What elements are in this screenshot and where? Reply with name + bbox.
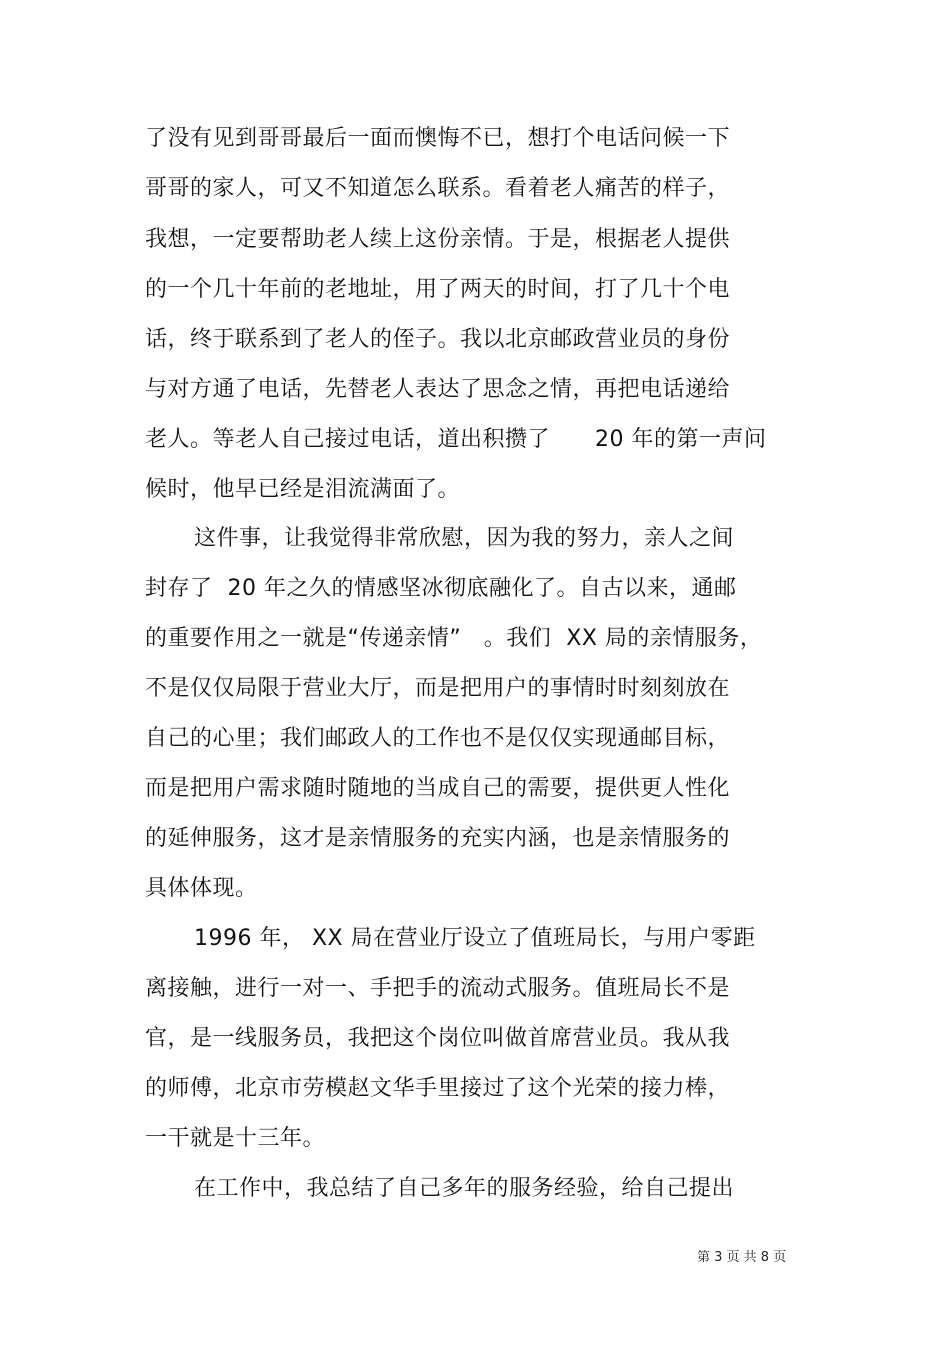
text-line: 的重要作用之一就是“传递亲情” 。我们 XX 局的亲情服务， <box>145 626 763 651</box>
paragraph-first-line: 1996 年， XX 局在营业厅设立了值班局长，与用户零距 <box>194 926 756 951</box>
text-line: 具体体现。 <box>145 876 258 901</box>
text-line: 一干就是十三年。 <box>145 1126 326 1151</box>
text-line: 不是仅仅局限于营业大厅，而是把用户的事情时时刻刻放在 <box>145 676 731 701</box>
text-line: 封存了 20 年之久的情感坚冰彻底融化了。自古以来，通邮 <box>145 576 737 601</box>
page-number-footer: 第 3 页 共 8 页 <box>697 1250 787 1265</box>
text-line: 与对方通了电话，先替老人表达了思念之情，再把电话递给 <box>145 377 731 402</box>
text-line: 了没有见到哥哥最后一面而懊悔不已，想打个电话问候一下 <box>145 126 731 151</box>
text-line: 而是把用户需求随时随地的当成自己的需要，提供更人性化 <box>145 776 731 801</box>
text-line: 老人。等老人自己接过电话，道出积攒了 20 年的第一声问 <box>145 427 767 452</box>
text-line: 候时，他早已经是泪流满面了。 <box>145 477 461 502</box>
text-line: 话，终于联系到了老人的侄子。我以北京邮政营业员的身份 <box>145 327 731 352</box>
paragraph-first-line: 在工作中，我总结了自己多年的服务经验，给自己提出 <box>194 1176 735 1201</box>
text-line: 离接触，进行一对一、手把手的流动式服务。值班局长不是 <box>145 976 731 1001</box>
text-line: 自己的心里；我们邮政人的工作也不是仅仅实现通邮目标， <box>145 726 731 751</box>
text-line: 的师傅，北京市劳模赵文华手里接过了这个光荣的接力棒， <box>145 1076 731 1101</box>
text-line: 的延伸服务，这才是亲情服务的充实内涵，也是亲情服务的 <box>145 826 731 851</box>
text-line: 哥哥的家人，可又不知道怎么联系。看着老人痛苦的样子， <box>145 176 731 201</box>
text-line: 的一个几十年前的老地址，用了两天的时间，打了几十个电 <box>145 277 731 302</box>
text-line: 官，是一线服务员，我把这个岗位叫做首席营业员。我从我 <box>145 1026 731 1051</box>
text-line: 我想，一定要帮助老人续上这份亲情。于是，根据老人提供 <box>145 227 731 252</box>
paragraph-first-line: 这件事，让我觉得非常欣慰，因为我的努力，亲人之间 <box>194 526 735 551</box>
